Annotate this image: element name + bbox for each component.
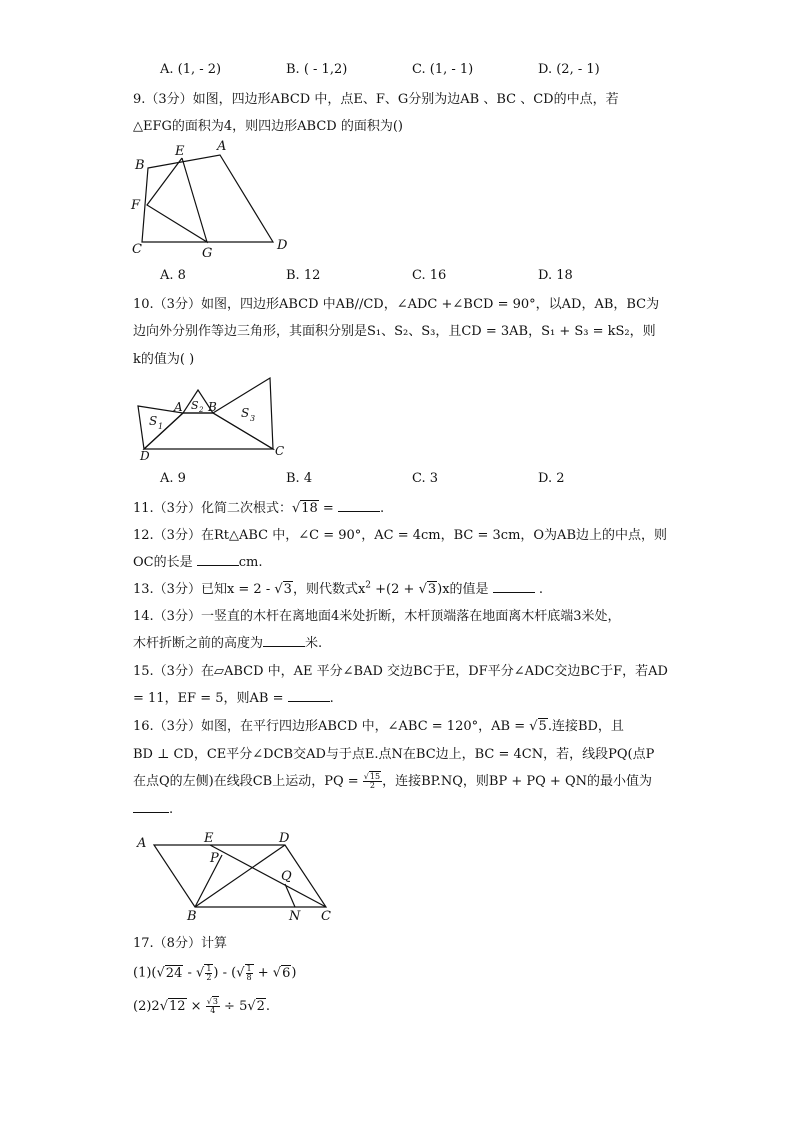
q16-line-1-suffix: .连接BD，且: [547, 719, 624, 734]
q17-p1-radical-2: 6: [282, 965, 291, 981]
q13-mid2: +(2 +: [371, 582, 419, 597]
q8-option-b: B. ( - 1,2): [286, 62, 348, 77]
q17-title: 17.（8分）计算: [133, 936, 227, 951]
q17-p1-fraction-1-num: 1: [206, 964, 212, 973]
q17-p2-fraction: $\frac{√3}{4}$: [206, 997, 218, 1015]
q9-line-1: 9.（3分）如图，四边形ABCD 中，点E、F、G分别为边AB 、BC 、CD的中点，若: [133, 92, 619, 107]
q11-suffix: =: [318, 501, 338, 516]
q17-p1-radical-1: 24: [165, 965, 183, 981]
q14-line-2-prefix: 木杆折断之前的高度为: [133, 636, 264, 651]
q16-fraction: $\frac{√15}{2}$: [363, 772, 381, 790]
q13-mid: ，则代数式x: [292, 582, 366, 597]
q15-line-2: [133, 687, 334, 706]
q9-option-c: C. 16: [412, 268, 447, 283]
q16-fraction-denominator: 2: [369, 781, 375, 790]
q9-label-g: G: [202, 246, 213, 261]
q13-line: 13.（3分）已知x = 2 - √3，则代数式$x^2 +(2 + √3)x$的值是 .: [133, 580, 543, 597]
q13-answer-blank[interactable]: [493, 580, 535, 593]
q16-label-e: E: [204, 831, 214, 846]
q16-label-q: Q: [281, 869, 292, 884]
q16-label-c: C: [321, 909, 331, 924]
q17-p2-a: (2)2: [133, 999, 160, 1014]
q9-option-b: B. 12: [286, 268, 321, 283]
q11-end: .: [379, 501, 385, 516]
q9-label-c: C: [132, 242, 142, 257]
q16-figure: [130, 826, 340, 924]
q12-line-1: 12.（3分）在Rt△ABC 中，∠C = 90°，AC = 4cm，BC = 3cm，O为AB边上的中点，则: [133, 528, 668, 543]
q10-label-b: B: [208, 400, 217, 414]
q10-option-b: B. 4: [286, 471, 313, 486]
q10-figure: [130, 372, 290, 464]
q11-answer-blank[interactable]: [338, 499, 380, 512]
q17-p1-b: -: [183, 965, 197, 981]
q17-p1-fraction-2-num: 1: [246, 964, 252, 973]
q10-option-a: A. 9: [160, 471, 186, 486]
q9-label-d: D: [277, 238, 288, 253]
q16-answer-blank[interactable]: [133, 800, 169, 813]
q16-line-2: BD ⊥ CD，CE平分∠DCB交AD与于点E.点N在BC边上，BC = 4CN，若，线段PQ(点P: [133, 747, 655, 762]
q14-line-2: [133, 632, 322, 651]
q17-p2-radical-1: 12: [168, 999, 186, 1014]
q10-line-2: 边向外分别作等边三角形，其面积分别是S₁、S₂、S₃，且CD = 3AB，S₁ + S₃ = kS₂，则: [133, 324, 656, 339]
q10-label-s3: S: [241, 406, 250, 420]
q9-triangle-efg: [147, 158, 207, 242]
q9-label-f: F: [131, 198, 141, 213]
q13-end: .: [534, 582, 543, 597]
q10-label-s2: S: [191, 399, 199, 412]
q17-p2-c: ÷ 5: [219, 999, 248, 1014]
q17-p2-fraction-den: 4: [210, 1006, 216, 1015]
q10-option-d: D. 2: [538, 471, 565, 486]
q16-label-a: A: [137, 836, 147, 851]
q11-prefix: 11.（3分）化简二次根式：: [133, 501, 292, 516]
q16-line-3-suffix: ，连接BP.NQ，则BP + PQ + QN的最小值为: [382, 774, 652, 789]
q17-p1-fraction-2: [245, 964, 254, 982]
q9-option-a: A. 8: [160, 268, 186, 283]
q9-figure: [125, 135, 295, 265]
q17-p2-d: .: [265, 999, 271, 1014]
q10-label-s1: S: [149, 414, 158, 428]
q9-option-d: D. 18: [538, 268, 573, 283]
q17-p1-fraction-1-den: 2: [206, 973, 212, 982]
q17-p1-a: (1)(: [133, 965, 157, 981]
q17-p1-d: +: [253, 965, 273, 981]
q15-line-1: 15.（3分）在▱ABCD 中，AE 平分∠BAD 交边BC于E，DF平分∠ADC交边BC于F，若AD: [133, 664, 668, 679]
q16-line-3-prefix: 在点Q的左侧)在线段CB上运动，PQ =: [133, 774, 363, 789]
q12-answer-blank[interactable]: [197, 553, 239, 566]
q10-label-s3-sub: 3: [250, 414, 256, 423]
q9-line-2: △EFG的面积为4，则四边形ABCD 的面积为(): [133, 119, 403, 134]
q9-quadrilateral: [142, 155, 273, 242]
q10-label-a: A: [174, 400, 183, 414]
q16-line-4: [133, 800, 173, 817]
q8-option-c: C. (1, - 1): [412, 62, 474, 77]
q17-p1-e: ): [291, 965, 297, 981]
q13-radical-2: 3: [427, 582, 437, 597]
q16-label-n: N: [289, 909, 301, 924]
q12-line-2-suffix: cm.: [238, 555, 263, 570]
q16-line-1-prefix: 16.（3分）如图，在平行四边形ABCD 中，∠ABC = 120°，AB =: [133, 719, 530, 734]
q8-option-a: A. (1, - 2): [160, 62, 222, 77]
q14-line-1: 14.（3分）一竖直的木杆在离地面4米处折断，木杆顶端落在地面离木杆底端3米处，: [133, 609, 621, 624]
q10-line-1: 10.（3分）如图，四边形ABCD 中AB//CD，∠ADC +∠BCD = 90°，以AD，AB，BC为: [133, 297, 660, 312]
q16-line-4-end: .: [169, 802, 174, 817]
q16-line-1: 16.（3分）如图，在平行四边形ABCD 中，∠ABC = 120°，AB = √5.连接BD，且: [133, 719, 624, 734]
q17-p2-radical-2: 2: [256, 999, 265, 1014]
q13-exponent: 2: [365, 580, 372, 591]
q10-option-c: C. 3: [412, 471, 439, 486]
q9-label-e: E: [175, 144, 185, 159]
q11-radicand: 18: [301, 501, 318, 516]
q16-segment-bd: [195, 845, 285, 907]
q12-line-2-prefix: OC的长是: [133, 555, 197, 570]
q13-prefix: 13.（3分）已知x = 2 -: [133, 582, 275, 597]
q15-answer-blank[interactable]: [288, 689, 330, 702]
q15-line-2-suffix: .: [329, 691, 334, 706]
q11-line: 11.（3分）化简二次根式：√18 = .: [133, 501, 385, 516]
q10-label-s1-sub: 1: [158, 422, 164, 431]
q9-label-a: A: [217, 139, 227, 154]
q17-p2-fraction-num: 3: [212, 997, 218, 1006]
q16-segment-ce: [210, 845, 326, 907]
q17-p2-b: ×: [186, 999, 206, 1014]
q16-radical: 5: [538, 719, 547, 734]
q12-line-2: [133, 551, 263, 570]
q13-radical-1: 3: [283, 582, 292, 597]
q17-p1-fraction-2-den: 8: [246, 973, 252, 982]
q10-label-s2-sub: 2: [199, 406, 204, 414]
q17-p1-c: ) - (: [213, 965, 237, 981]
q17-part-1: (1)(√24 - √ $\frac{1}{2}$ ) - (√ $\frac{1}{8}$ + √6): [133, 964, 297, 982]
q10-label-c: C: [275, 444, 285, 458]
q14-line-2-suffix: 米.: [305, 636, 323, 651]
q13-mid3: )x的值是: [437, 582, 493, 597]
q16-label-d: D: [279, 831, 290, 846]
q15-line-2-prefix: = 11，EF = 5，则AB =: [133, 691, 288, 706]
q8-option-d: D. (2, - 1): [538, 62, 600, 77]
q16-line-3: [133, 770, 652, 790]
q10-line-3: k的值为( ): [133, 352, 195, 367]
q9-label-b: B: [135, 158, 145, 173]
q16-fraction-numerator: 15: [369, 772, 381, 781]
q14-answer-blank[interactable]: [263, 634, 305, 647]
q16-label-b: B: [187, 909, 197, 924]
q10-label-d: D: [140, 449, 150, 463]
q16-label-p: P: [210, 851, 219, 866]
q17-part-2: (2)2√12 × $\frac{√3}{4}$ ÷ 5√2.: [133, 997, 271, 1015]
